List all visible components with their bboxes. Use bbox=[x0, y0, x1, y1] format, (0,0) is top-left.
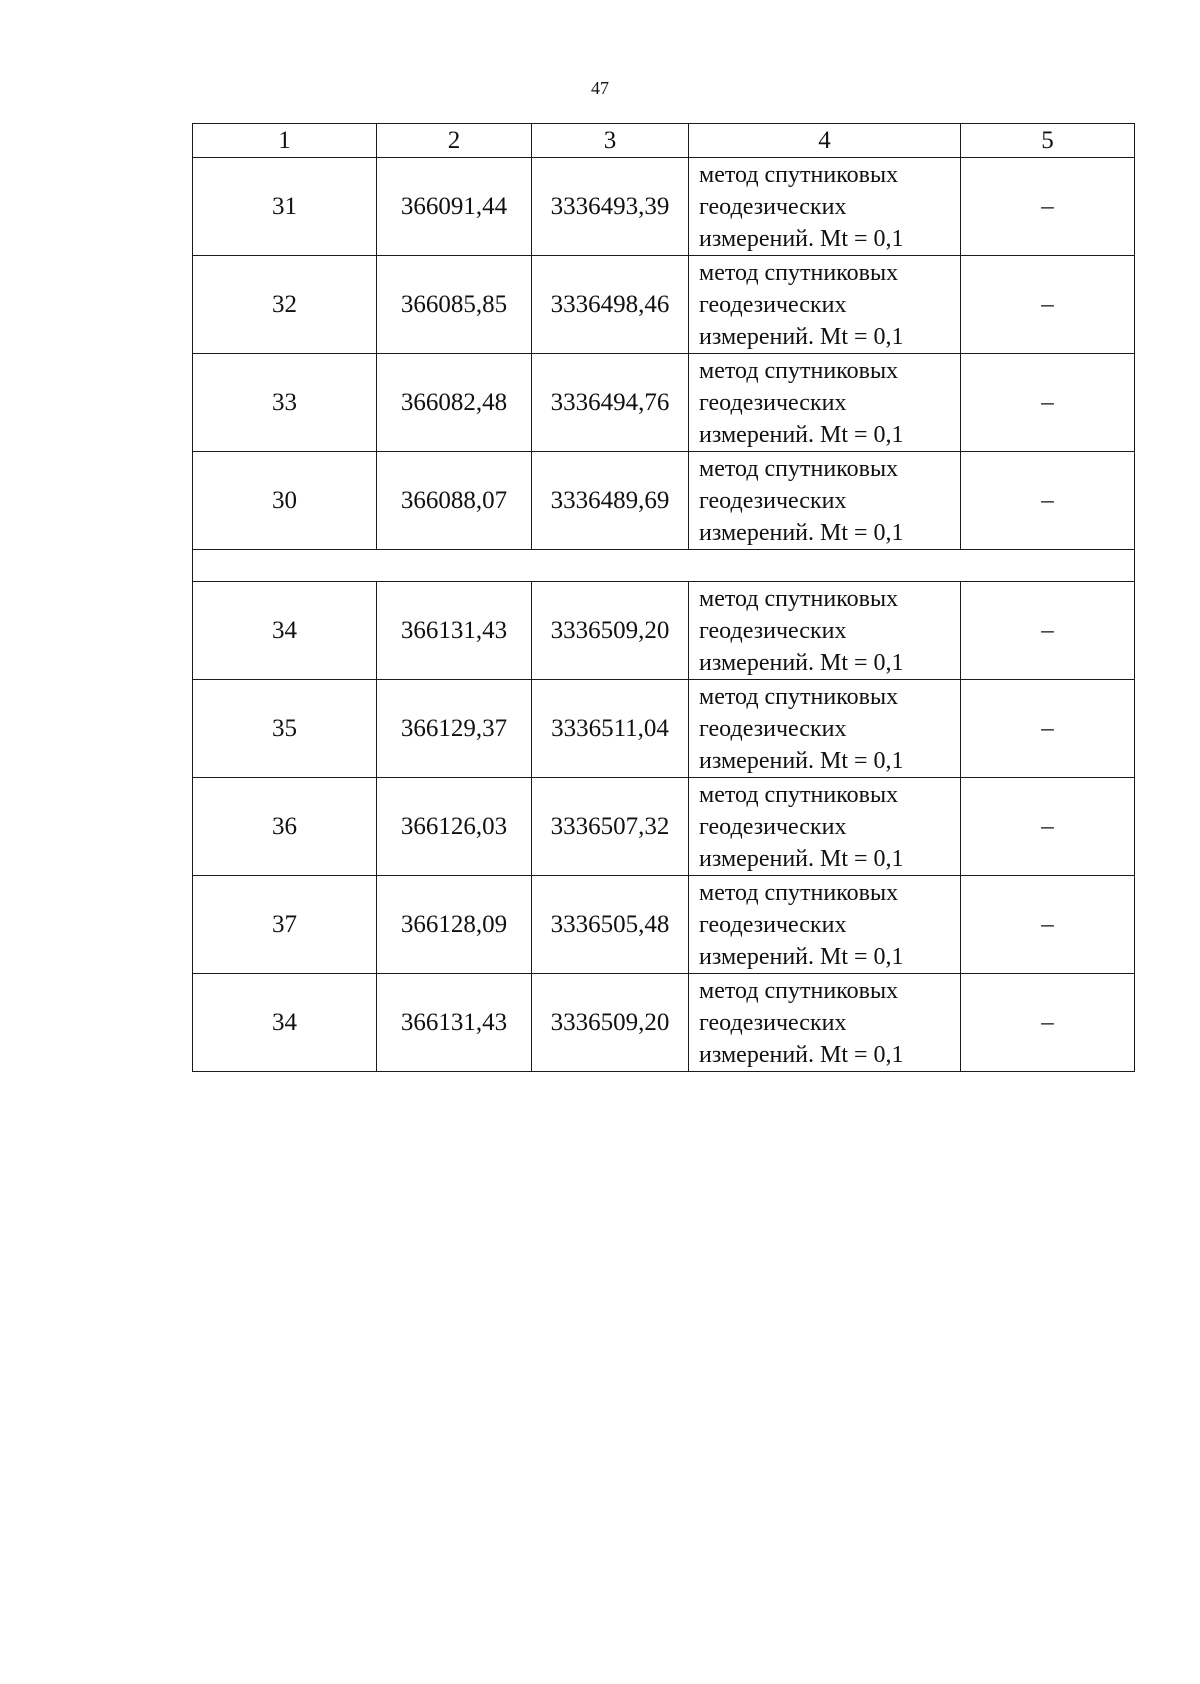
note-cell: – bbox=[961, 778, 1135, 876]
coordinate-x: 366085,85 bbox=[377, 256, 532, 354]
coordinate-x: 366091,44 bbox=[377, 158, 532, 256]
method-cell bbox=[689, 158, 961, 256]
coordinate-x: 366126,03 bbox=[377, 778, 532, 876]
method-line: метод спутниковых bbox=[699, 879, 899, 906]
table-row bbox=[193, 876, 1135, 974]
coordinate-y: 3336493,39 bbox=[532, 158, 689, 256]
coordinate-y: 3336509,20 bbox=[532, 974, 689, 1072]
method-line: измерений. Mt = 0,1 bbox=[699, 421, 904, 448]
point-number: 35 bbox=[193, 680, 377, 778]
coordinate-y: 3336507,32 bbox=[532, 778, 689, 876]
table-row bbox=[193, 354, 1135, 452]
note-cell: – bbox=[961, 354, 1135, 452]
method-line: геодезических bbox=[699, 813, 847, 840]
method-cell bbox=[689, 680, 961, 778]
method-line: измерений. Mt = 0,1 bbox=[699, 747, 904, 774]
note-cell: – bbox=[961, 974, 1135, 1072]
method-line: измерений. Mt = 0,1 bbox=[699, 1041, 904, 1068]
point-number: 32 bbox=[193, 256, 377, 354]
coordinate-x: 366131,43 bbox=[377, 582, 532, 680]
method-cell bbox=[689, 452, 961, 550]
point-number: 34 bbox=[193, 974, 377, 1072]
method-cell bbox=[689, 876, 961, 974]
method-line: геодезических bbox=[699, 389, 847, 416]
table-row bbox=[193, 256, 1135, 354]
table-row bbox=[193, 778, 1135, 876]
point-number: 36 bbox=[193, 778, 377, 876]
method-cell bbox=[689, 354, 961, 452]
point-number: 30 bbox=[193, 452, 377, 550]
table-row bbox=[193, 582, 1135, 680]
coordinate-y: 3336505,48 bbox=[532, 876, 689, 974]
method-line: геодезических bbox=[699, 193, 847, 220]
section-separator-row bbox=[193, 550, 1135, 582]
method-line: метод спутниковых bbox=[699, 683, 899, 710]
method-line: метод спутниковых bbox=[699, 585, 899, 612]
page-number: 47 bbox=[591, 78, 609, 98]
table-row bbox=[193, 452, 1135, 550]
section-separator bbox=[193, 550, 1135, 582]
coordinate-x: 366128,09 bbox=[377, 876, 532, 974]
method-line: геодезических bbox=[699, 487, 847, 514]
point-number: 31 bbox=[193, 158, 377, 256]
table-row bbox=[193, 974, 1135, 1072]
method-line: измерений. Mt = 0,1 bbox=[699, 225, 904, 252]
coordinate-x: 366088,07 bbox=[377, 452, 532, 550]
table-row bbox=[193, 158, 1135, 256]
coordinates-table bbox=[192, 123, 1135, 1072]
method-line: геодезических bbox=[699, 617, 847, 644]
coordinate-y: 3336509,20 bbox=[532, 582, 689, 680]
note-cell: – bbox=[961, 680, 1135, 778]
method-line: метод спутниковых bbox=[699, 781, 899, 808]
column-header: 3 bbox=[532, 124, 689, 158]
column-header: 1 bbox=[193, 124, 377, 158]
table-row bbox=[193, 680, 1135, 778]
method-line: измерений. Mt = 0,1 bbox=[699, 649, 904, 676]
method-line: метод спутниковых bbox=[699, 455, 899, 482]
method-line: метод спутниковых bbox=[699, 357, 899, 384]
coordinate-x: 366129,37 bbox=[377, 680, 532, 778]
note-cell: – bbox=[961, 582, 1135, 680]
method-line: измерений. Mt = 0,1 bbox=[699, 323, 904, 350]
method-line: измерений. Mt = 0,1 bbox=[699, 943, 904, 970]
point-number: 33 bbox=[193, 354, 377, 452]
column-header: 4 bbox=[689, 124, 961, 158]
note-cell: – bbox=[961, 256, 1135, 354]
column-header: 2 bbox=[377, 124, 532, 158]
coordinate-y: 3336494,76 bbox=[532, 354, 689, 452]
method-line: измерений. Mt = 0,1 bbox=[699, 845, 904, 872]
point-number: 37 bbox=[193, 876, 377, 974]
note-cell: – bbox=[961, 452, 1135, 550]
coordinate-y: 3336498,46 bbox=[532, 256, 689, 354]
coordinate-y: 3336489,69 bbox=[532, 452, 689, 550]
method-line: геодезических bbox=[699, 291, 847, 318]
table-header-row bbox=[193, 124, 1135, 158]
method-cell bbox=[689, 778, 961, 876]
method-line: измерений. Mt = 0,1 bbox=[699, 519, 904, 546]
method-cell bbox=[689, 256, 961, 354]
coordinate-y: 3336511,04 bbox=[532, 680, 689, 778]
method-line: метод спутниковых bbox=[699, 259, 899, 286]
coordinate-x: 366082,48 bbox=[377, 354, 532, 452]
note-cell: – bbox=[961, 876, 1135, 974]
column-header: 5 bbox=[961, 124, 1135, 158]
method-line: геодезических bbox=[699, 715, 847, 742]
point-number: 34 bbox=[193, 582, 377, 680]
method-cell bbox=[689, 974, 961, 1072]
method-line: геодезических bbox=[699, 1009, 847, 1036]
method-line: метод спутниковых bbox=[699, 161, 899, 188]
method-cell bbox=[689, 582, 961, 680]
note-cell: – bbox=[961, 158, 1135, 256]
coordinate-x: 366131,43 bbox=[377, 974, 532, 1072]
method-line: геодезических bbox=[699, 911, 847, 938]
method-line: метод спутниковых bbox=[699, 977, 899, 1004]
